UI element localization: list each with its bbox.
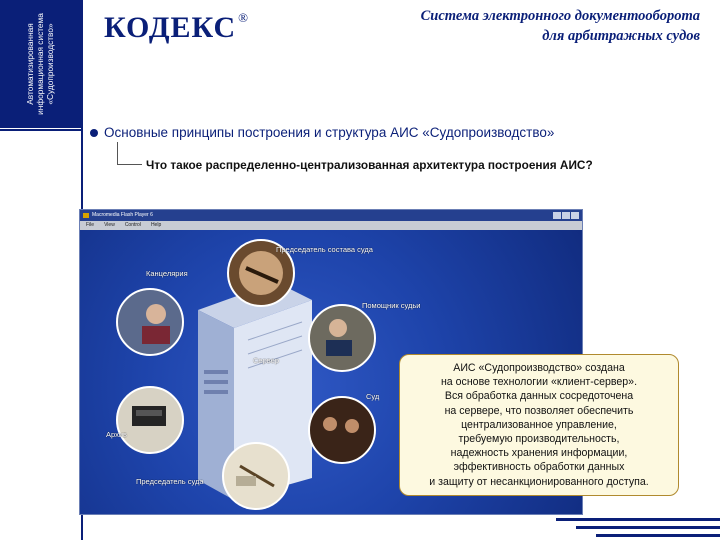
kodeks-logo: [104, 10, 248, 46]
maximize-button[interactable]: [562, 212, 570, 219]
callout-line: и защиту от несанкционированного доступа.: [429, 475, 649, 488]
decorative-rails: [556, 512, 720, 540]
label-archive: Архив: [106, 430, 128, 439]
callout-line: на сервере, что позволяет обеспечить: [444, 404, 634, 417]
menu-view[interactable]: View: [104, 222, 115, 228]
title-line: Система электронного документооборота: [420, 8, 700, 24]
close-button[interactable]: [571, 212, 579, 219]
menu-control[interactable]: Control: [124, 222, 141, 228]
label-assistant: Помощник судьи: [362, 301, 421, 310]
sidebar-caption-line: «Судопроизводство»: [45, 23, 55, 105]
title-line: для арбитражных судов: [542, 28, 700, 44]
callout-line: эффективность обработки данных: [453, 461, 625, 474]
registered-mark: ®: [238, 10, 249, 25]
callout-line: Вся обработка данных сосредоточена: [444, 390, 634, 403]
photo-archive-icon: [117, 387, 183, 453]
callout-line: требуемую производительность,: [458, 433, 620, 446]
photo-assistant-icon: [309, 305, 375, 371]
window-menubar: [80, 221, 582, 230]
photo-judge-icon: [309, 397, 375, 463]
callout-line: централизованное управление,: [461, 418, 617, 431]
connector-line: [117, 142, 142, 165]
window-titlebar[interactable]: [80, 210, 582, 221]
section-subheading: Что такое распределенно-централизованная архитектура построения АИС?: [146, 158, 593, 172]
sidebar-caption: [0, 0, 81, 128]
photo-court-chairman-icon: [223, 443, 289, 509]
label-server: Сервер: [253, 356, 280, 365]
sidebar-caption-line: информационная система: [35, 13, 45, 115]
callout-line: АИС «Судопроизводство» создана: [453, 362, 625, 374]
minimize-button[interactable]: [553, 212, 561, 219]
menu-help[interactable]: Help: [150, 222, 162, 228]
label-court-chairman: Председатель суда: [136, 477, 204, 486]
window-controls: [553, 212, 579, 219]
info-callout: [399, 354, 679, 496]
divider-horizontal: [0, 129, 81, 131]
menu-file[interactable]: File: [86, 222, 95, 228]
photo-office-icon: [117, 289, 183, 355]
sidebar-caption-line: Автоматизированная: [25, 23, 35, 105]
flash-app-icon: [83, 213, 89, 218]
logo-text: КОДЕКС: [104, 11, 237, 44]
callout-line: на основе технологии «клиент-сервер».: [440, 376, 638, 389]
label-judge: Суд: [366, 392, 380, 401]
label-office: Канцелярия: [146, 269, 188, 278]
bullet-icon: [90, 129, 98, 137]
section-heading: Основные принципы построения и структура АИС «Судопроизводство»: [104, 125, 555, 140]
label-chairman: Председатель состава суда: [276, 245, 373, 254]
page-title: [340, 6, 700, 46]
callout-line: надежность хранения информации,: [450, 447, 628, 460]
window-title: Macromedia Flash Player 6: [92, 212, 153, 218]
